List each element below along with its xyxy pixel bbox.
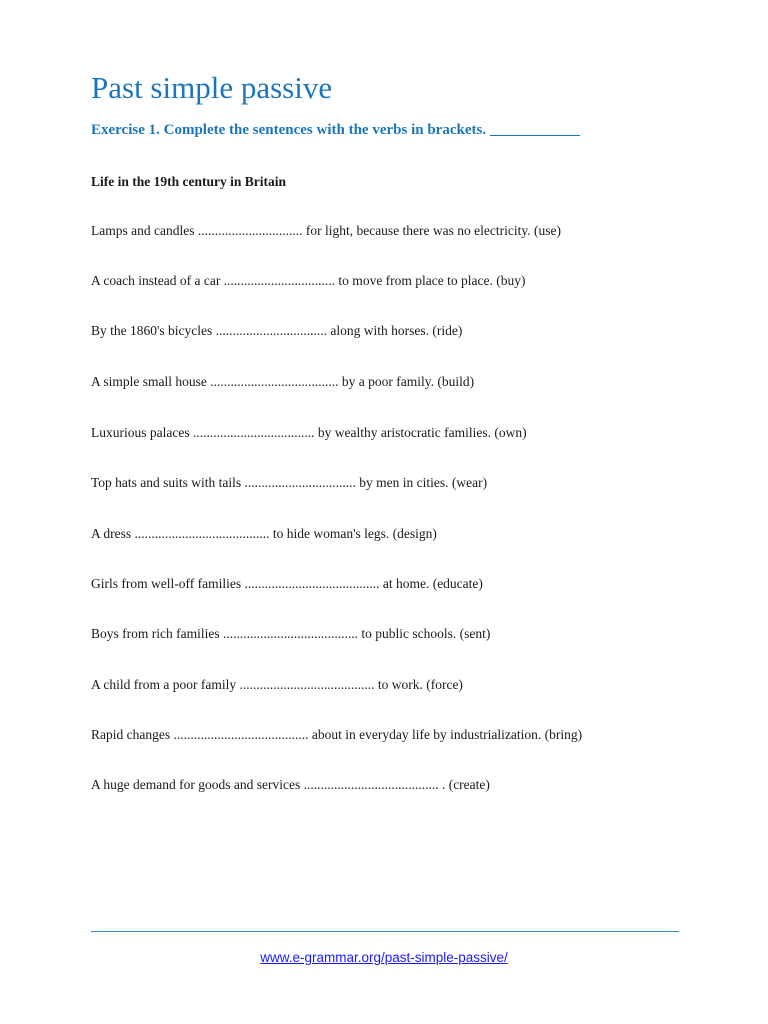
exercise-sentence-10: A child from a poor family ........................................ to work. (force)	[91, 677, 463, 692]
exercise-sentence-8: Girls from well-off families ........................................ at home. (educate)	[91, 576, 483, 591]
exercise-sentence-4: A simple small house ...................................... by a poor family. (build)	[91, 374, 475, 389]
exercise-sentence-7: A dress ........................................ to hide woman's legs. (design)	[91, 526, 437, 541]
footer-divider	[91, 931, 679, 932]
exercise-sentence-9: Boys from rich families ........................................ to public schools. (sent)	[91, 626, 491, 641]
exercise-sentence-12: A huge demand for goods and services ........................................ . (create)	[91, 777, 490, 792]
page-title: Past simple passive	[91, 70, 333, 105]
exercise-heading: Exercise 1. Complete the sentences with the verbs in brackets. ____________	[91, 122, 580, 138]
exercise-sentence-5: Luxurious palaces .................................... by wealthy aristocratic families. (own)	[91, 425, 527, 440]
exercise-sentence-3: By the 1860's bicycles ................................. along with horses. (ride)	[91, 323, 463, 338]
footer-link[interactable]: www.e-grammar.org/past-simple-passive/	[260, 950, 508, 965]
section-heading: Life in the 19th century in Britain	[91, 174, 286, 189]
exercise-sentence-2: A coach instead of a car ................................. to move from place to place. (buy)	[91, 273, 526, 288]
exercise-sentence-11: Rapid changes ........................................ about in everyday life by industrialization. (bring)	[91, 727, 583, 742]
exercise-sentence-6: Top hats and suits with tails ................................. by men in cities. (wear)	[91, 475, 488, 490]
exercise-sentence-1: Lamps and candles ............................... for light, because there was no electricity. (use)	[91, 223, 561, 238]
